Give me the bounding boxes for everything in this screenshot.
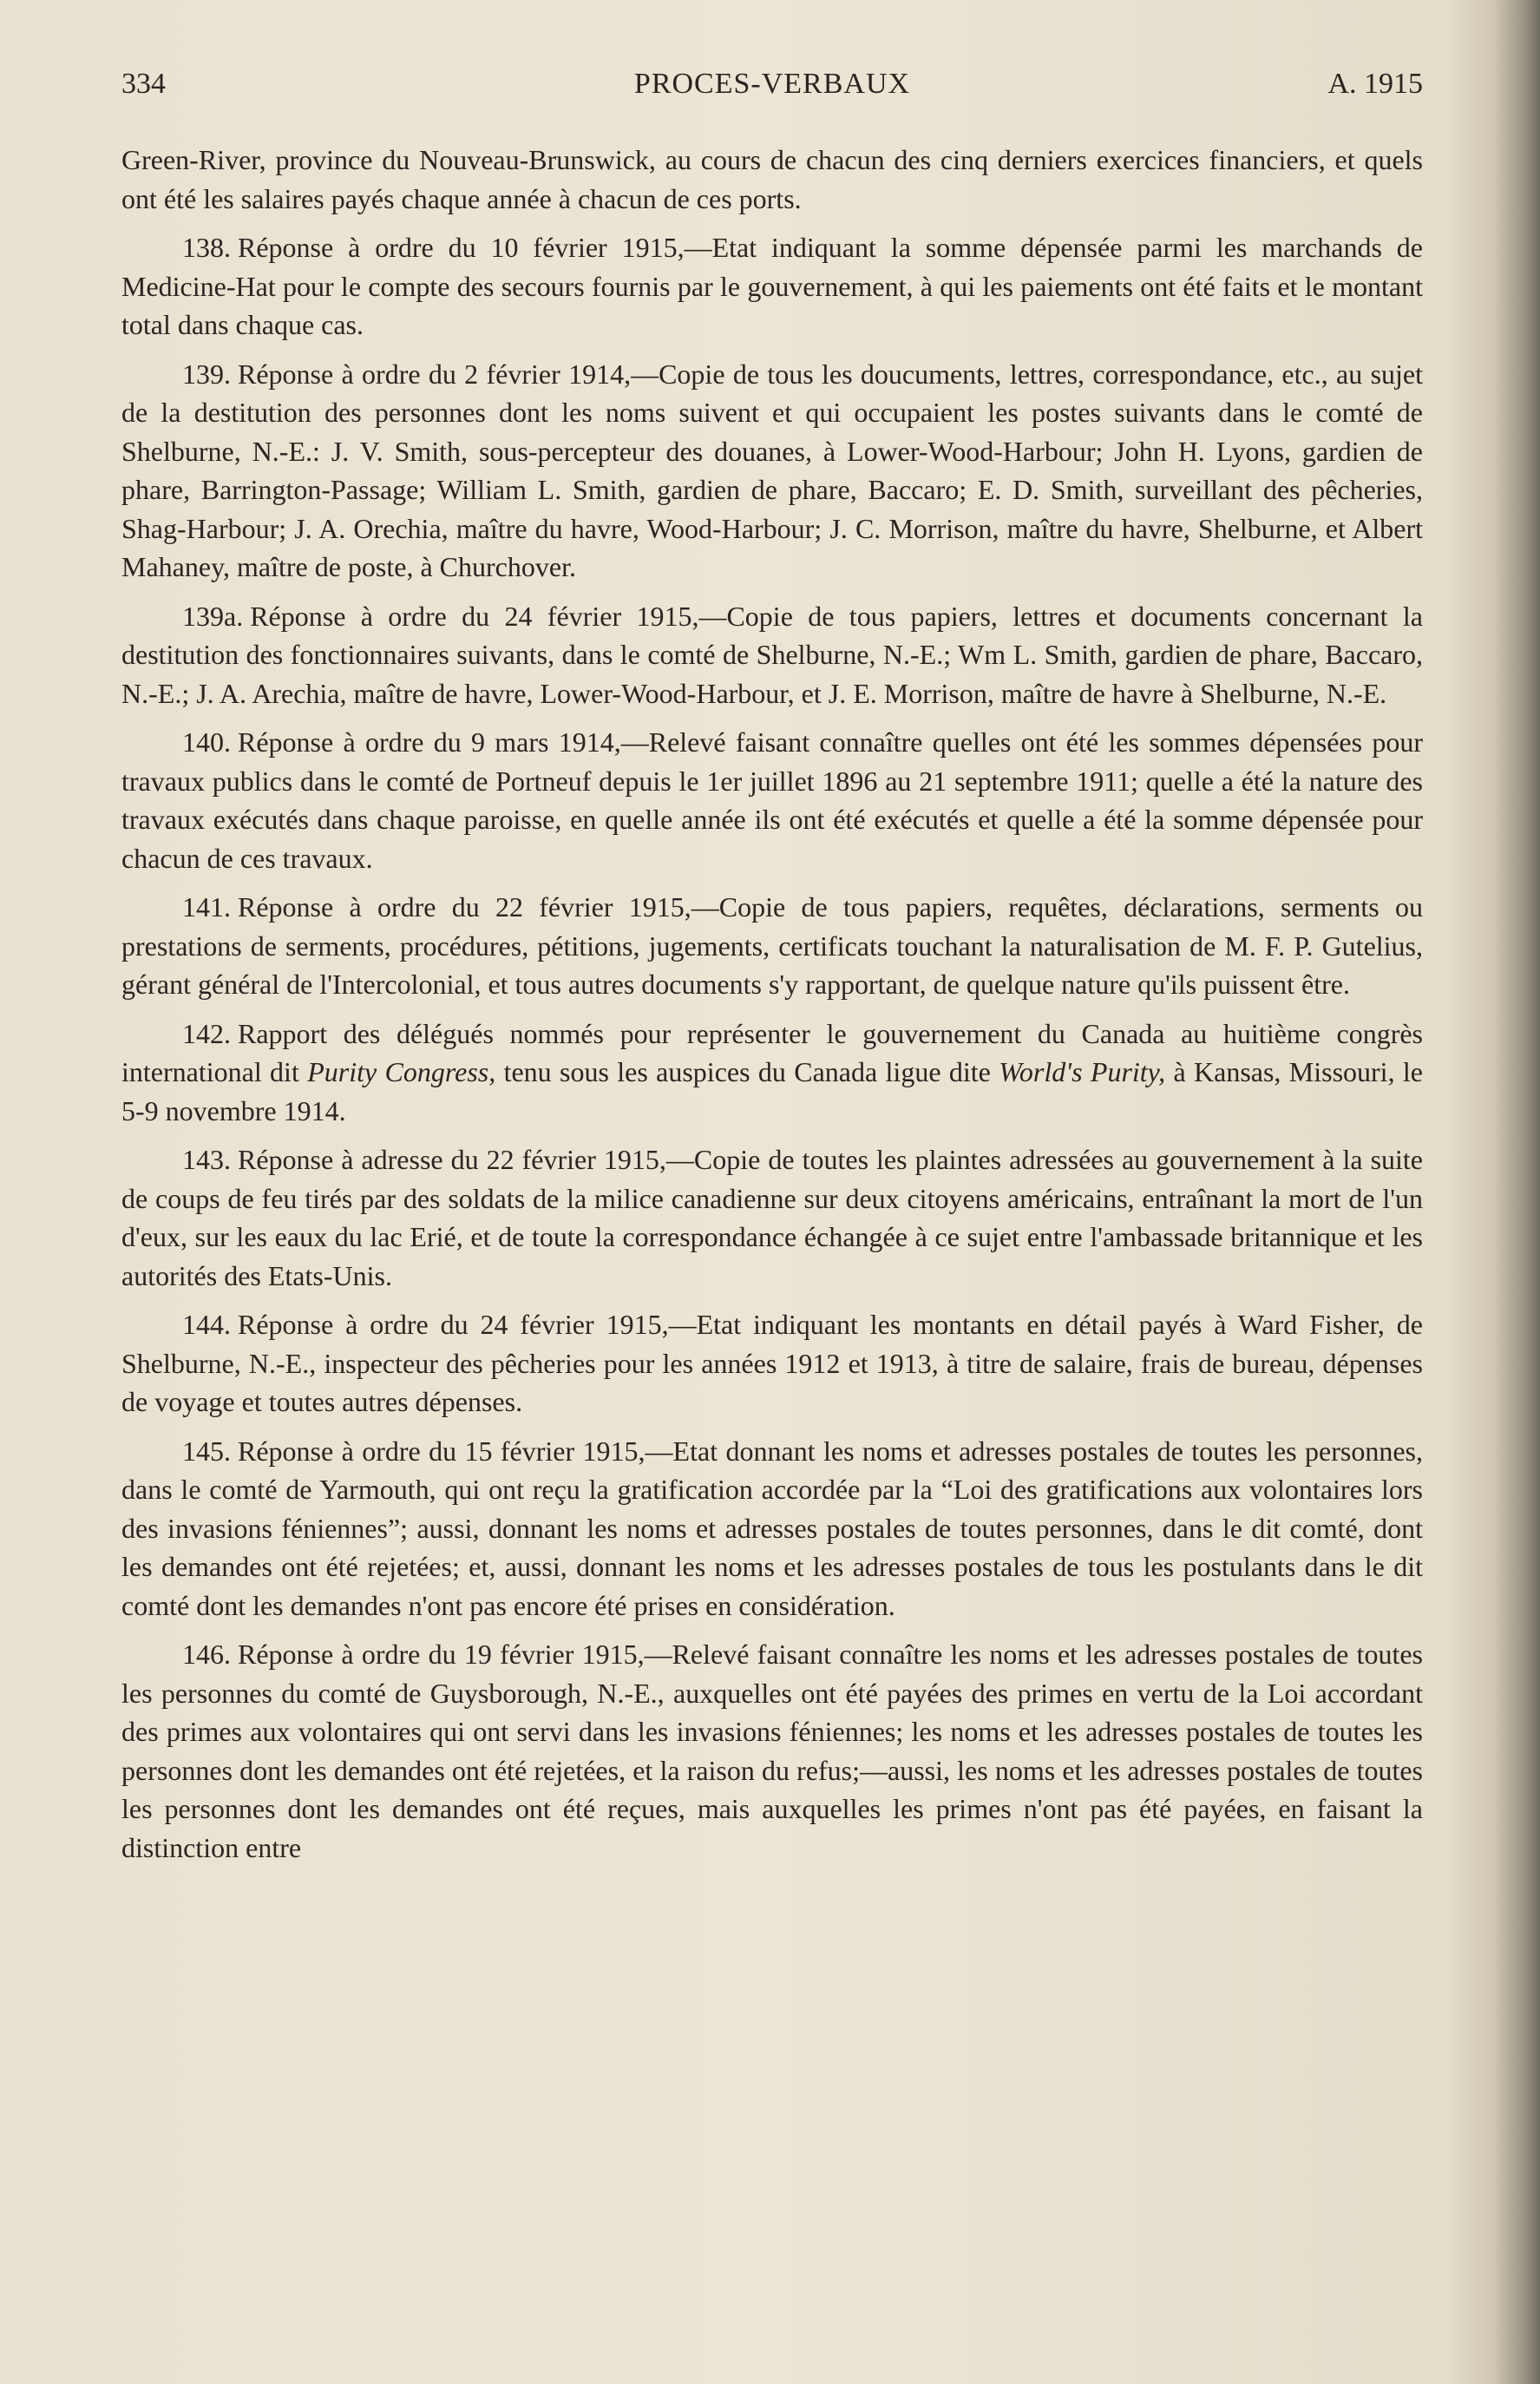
paragraph-139a: 139a. Réponse à ordre du 24 février 1915,—Copie de tous papiers, lettres et documents concernant la destitution des fonctionnaires suivants, dans le comté de Shelburne, N.-E.; Wm L. Smith, gardien de phare, Baccaro, N.-E.; J. A. Arechia, maître de havre, Lower-Wood-Harbour, et J. E. Morrison, maître de havre à Shelburne, N.-E. <box>121 600 1423 709</box>
page-title: PROCES-VERBAUX <box>633 68 911 100</box>
italic-title: World's Purity, <box>999 1056 1166 1087</box>
italic-title: Purity Congress, <box>307 1056 496 1087</box>
page-number: 334 <box>121 68 166 100</box>
paragraph-continuation: Green-River, province du Nouveau-Brunswick, au cours de chacun des cinq derniers exercices financiers, et quels ont été les salaires payés chaque année à chacun de ces ports. <box>121 144 1423 214</box>
item-number: 139a. <box>182 600 244 632</box>
item-number: 142. <box>182 1017 231 1049</box>
body-text <box>121 141 1423 1877</box>
item-number: 141. <box>182 891 231 923</box>
item-number: 143. <box>182 1144 231 1175</box>
paragraph-144: 144. Réponse à ordre du 24 février 1915,—Etat indiquant les montants en détail payés à Ward Fisher, de Shelburne, N.-E., inspecteur des pêcheries pour les années 1912 et 1913, à titre de salaire, frais de bureau, dépenses de voyage et toutes autres dépenses. <box>121 1309 1423 1417</box>
item-number: 145. <box>182 1435 231 1467</box>
paragraph-139: 139. Réponse à ordre du 2 février 1914,—Copie de tous les doucuments, lettres, correspondance, etc., au sujet de la destitution des personnes dont les noms suivent et qui occupaient les postes suivants dans le comté de Shelburne, N.-E.: J. V. Smith, sous-percepteur des douanes, à Lower-Wood-Harbour; John H. Lyons, gardien de phare, Barrington-Passage; William L. Smith, gardien de phare, Baccaro; E. D. Smith, surveillant des pêcheries, Shag-Harbour; J. A. Orechia, maître du havre, Wood-Harbour; J. C. Morrison, maître du havre, Shelburne, et Albert Mahaney, maître de poste, à Churchover. <box>121 358 1423 582</box>
paragraph-146: 146. Réponse à ordre du 19 février 1915,—Relevé faisant connaître les noms et les adresses postales de toutes les personnes du comté de Guysborough, N.-E., auxquelles ont été payées des primes en vertu de la Loi accordant des primes aux volontaires qui ont servi dans les invasions féniennes; les noms et les adresses postales de toutes les personnes dont les demandes ont été rejetées, et la raison du refus;—aussi, les noms et les adresses postales de toutes les personnes dont les demandes ont été reçues, mais auxquelles les primes n'ont pas été payées, en faisant la distinction entre <box>121 1639 1423 1863</box>
paragraph-142: 142. Rapport des délégués nommés pour représenter le gouvernement du Canada au huitième congrès international dit Purity Congress, tenu sous les auspices du Canada ligue dite World's Purity, à Kansas, Missouri, le 5-9 novembre 1914. <box>121 1017 1424 1126</box>
paragraph-143: 143. Réponse à adresse du 22 février 1915,—Copie de toutes les plaintes adressées au gouvernement à la suite de coups de feu tirés par des soldats de la milice canadienne sur deux citoyens américains, entraînant la mort de l'un d'eux, sur les eaux du lac Erié, et de toute la correspondance échangée à ce sujet entre l'ambassade britannique et les autorités des Etats-Unis. <box>121 1144 1423 1291</box>
paragraph-145: 145. Réponse à ordre du 15 février 1915,—Etat donnant les noms et adresses postales de toutes les personnes, dans le comté de Yarmouth, qui ont reçu la gratification accordée par la “Loi des gratifications aux volontaires lors des invasions féniennes”; aussi, donnant les noms et adresses postales de toutes personnes, dans le dit comté, dont les demandes ont été rejetées; et, aussi, donnant les noms et les adresses postales de tous les postulants dans le dit comté dont les demandes n'ont pas encore été prises en considération. <box>121 1435 1423 1621</box>
item-number: 144. <box>182 1309 231 1340</box>
running-header <box>121 68 1423 111</box>
item-number: 140. <box>182 726 231 758</box>
item-number: 146. <box>182 1639 231 1670</box>
item-number: 138. <box>182 232 231 263</box>
paragraph-138: 138. Réponse à ordre du 10 février 1915,—Etat indiquant la somme dépensée parmi les marchands de Medicine-Hat pour le compte des secours fournis par le gouvernement, à qui les paiements ont été faits et le montant total dans chaque cas. <box>121 232 1423 340</box>
item-number: 139. <box>182 358 231 390</box>
paragraph-141: 141. Réponse à ordre du 22 février 1915,—Copie de tous papiers, requêtes, déclarations, serments ou prestations de serments, procédures, pétitions, jugements, certificats touchant la naturalisation de M. F. P. Gutelius, gérant général de l'Intercolonial, et tous autres documents s'y rapportant, de quelque nature qu'ils puissent être. <box>121 891 1423 1000</box>
header-year: A. 1915 <box>1327 68 1423 100</box>
paragraph-140: 140. Réponse à ordre du 9 mars 1914,—Relevé faisant connaître quelles ont été les sommes dépensées pour travaux publics dans le comté de Portneuf depuis le 1er juillet 1896 au 21 septembre 1911; quelle a été la nature des travaux exécutés dans chaque paroisse, en quelle année ils ont été exécutés et quelle a été la somme dépensée pour chacun de ces travaux. <box>121 726 1423 874</box>
